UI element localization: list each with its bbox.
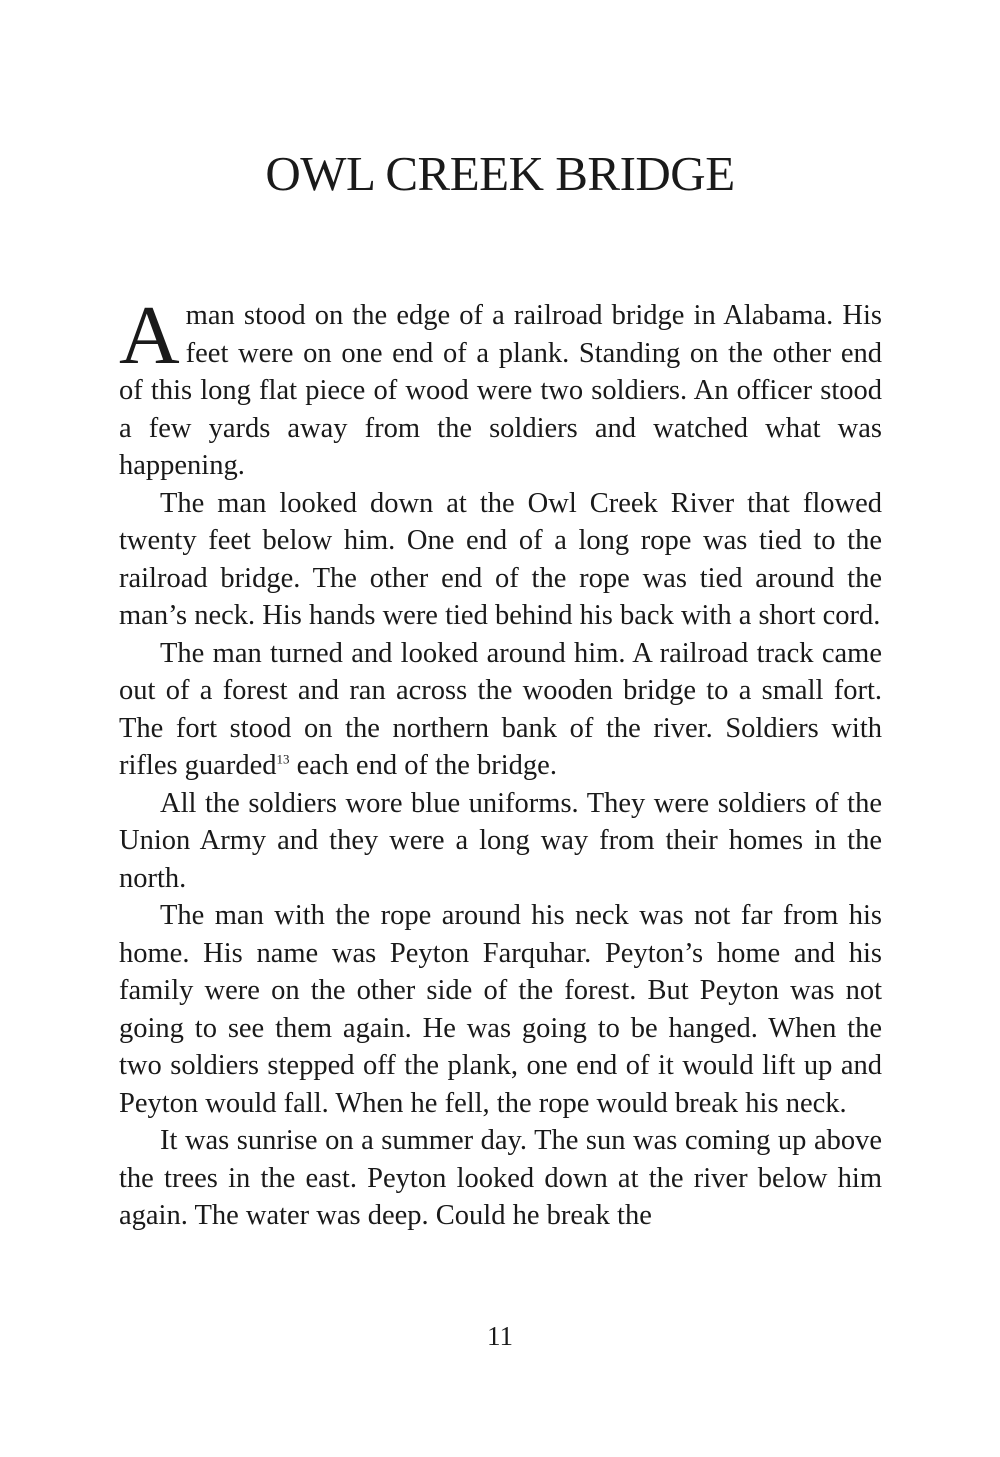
drop-cap: A <box>119 289 180 382</box>
paragraph-5: The man with the rope around his neck was not far from his home. His name was Peyton Farquhar. Peyton’s home and his family were on the other side of the forest. But Peyton was not going to see them again. He was going to be hanged. When the two soldiers stepped off the plank, one end of it would lift up and Peyton would fall. When he fell, the rope would break his neck. <box>119 900 882 1119</box>
paragraph-6: It was sunrise on a summer day. The sun was coming up above the trees in the east. Peyton looked down at the river below him again. The water was deep. Could he break the <box>119 1125 882 1231</box>
footnote-reference: 13 <box>276 751 290 767</box>
paragraph-2: The man looked down at the Owl Creek River that flowed twenty feet below him. One end of a long rope was tied to the railroad bridge. The other end of the rope was tied around the man’s neck. His hands were tied behind his back with a short cord. <box>119 487 882 631</box>
page-number: 11 <box>487 1321 513 1351</box>
paragraph-text: man stood on the edge of a railroad bridge in Alabama. His feet were on one end of a plank. Standing on the other end of this long flat piece of wood were two soldiers. An officer stood a few yards away from the soldiers and watched what was happening. <box>119 300 882 481</box>
paragraph-text: each end of the bridge. <box>289 750 557 781</box>
chapter-body <box>119 289 882 1235</box>
chapter-title: OWL CREEK BRIDGE <box>265 146 735 201</box>
paragraph-1 <box>119 289 882 485</box>
paragraph-text: The man turned and looked around him. A railroad track came out of a forest and ran across the wooden bridge to a small fort. The fort stood on the northern bank of the river. Soldiers with rifles guarded <box>119 637 882 781</box>
paragraph-3 <box>119 635 882 785</box>
paragraph-4: All the soldiers wore blue uniforms. They were soldiers of the Union Army and they were a long way from their homes in the north. <box>119 787 882 894</box>
